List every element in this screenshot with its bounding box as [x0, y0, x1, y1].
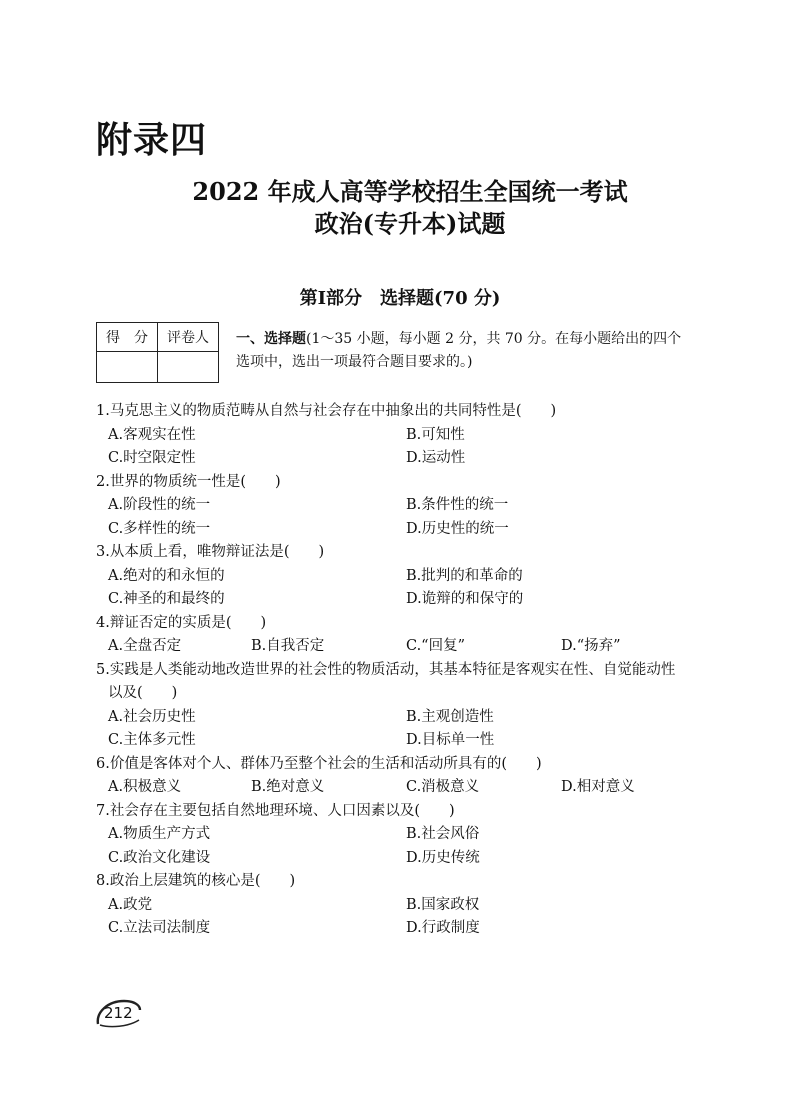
option-b: B.国家政权	[406, 896, 480, 913]
question-stem: 6.价值是客体对个人、群体乃至整个社会的生活和活动所具有的( )	[96, 755, 542, 772]
question-5	[96, 659, 716, 753]
option-a: A.社会历史性	[108, 708, 196, 725]
option-b: B.条件性的统一	[406, 497, 509, 513]
grader-header: 评卷人	[158, 323, 219, 352]
question-7	[96, 800, 716, 871]
option-a: A.阶段性的统一	[108, 497, 211, 513]
instructions-line1: (1～35 小题，每小题 2 分，共 70 分。在每小题给出的四个	[306, 331, 682, 347]
option-d: D.相对意义	[561, 779, 635, 795]
question-stem: 1.马克思主义的物质范畴从自然与社会存在中抽象出的共同特性是( )	[96, 403, 557, 419]
page-number: 212	[104, 1004, 133, 1022]
question-stem: 8.政治上层建筑的核心是( )	[96, 873, 296, 889]
option-c: C.多样性的统一	[108, 520, 211, 537]
option-d: D.“扬弃”	[561, 638, 621, 654]
question-6	[96, 753, 716, 800]
option-a: A.客观实在性	[108, 426, 196, 443]
question-stem: 2.世界的物质统一性是( )	[96, 473, 281, 490]
option-c: C.政治文化建设	[108, 849, 211, 866]
appendix-title: 附录四	[96, 120, 208, 161]
grader-cell	[158, 352, 219, 383]
score-cell	[97, 352, 158, 383]
option-b: B.社会风俗	[406, 826, 480, 842]
option-d: D.行政制度	[406, 920, 480, 936]
question-stem-continued: 以及( )	[108, 685, 178, 701]
option-a: A.绝对的和永恒的	[108, 567, 225, 584]
exam-title-line1: 2022 年成人高等学校招生全国统一考试	[192, 177, 628, 206]
option-c: C.“回复”	[406, 638, 466, 654]
option-c: C.主体多元性	[108, 732, 196, 748]
instructions-lead: 一、选择题	[236, 331, 306, 347]
instructions-line2: 选项中，选出一项最符合题目要求的。)	[236, 354, 473, 370]
question-stem: 5.实践是人类能动地改造世界的社会性的物质活动，其基本特征是客观实在性、自觉能动性	[96, 661, 676, 678]
option-a: A.全盘否定	[108, 638, 182, 654]
exam-title-line2: 政治(专升本)试题	[314, 209, 506, 238]
option-b: B.批判的和革命的	[406, 567, 523, 584]
question-stem: 4.辩证否定的实质是( )	[96, 614, 267, 631]
option-c: C.立法司法制度	[108, 920, 211, 936]
option-d: D.历史传统	[406, 849, 480, 866]
score-table	[96, 322, 219, 383]
option-d: D.诡辩的和保守的	[406, 591, 524, 607]
section-heading: 第Ⅰ部分 选择题(70 分)	[299, 288, 501, 309]
option-b: B.自我否定	[251, 638, 325, 654]
option-c: C.时空限定性	[108, 450, 196, 466]
option-d: D.历史性的统一	[406, 520, 509, 537]
option-d: D.运动性	[406, 450, 466, 466]
question-stem: 3.从本质上看，唯物辩证法是( )	[96, 544, 325, 560]
question-3	[96, 541, 716, 612]
option-b: B.绝对意义	[251, 779, 325, 795]
option-d: D.目标单一性	[406, 732, 495, 748]
option-c: C.神圣的和最终的	[108, 591, 225, 607]
option-c: C.消极意义	[406, 779, 480, 795]
question-stem: 7.社会存在主要包括自然地理环境、人口因素以及( )	[96, 802, 455, 819]
question-2	[96, 471, 716, 542]
option-a: A.积极意义	[108, 779, 182, 795]
instructions	[236, 328, 706, 374]
question-8	[96, 870, 716, 941]
question-4	[96, 612, 716, 659]
option-a: A.政党	[108, 896, 153, 913]
option-a: A.物质生产方式	[108, 826, 211, 842]
question-1	[96, 400, 716, 471]
question-list	[96, 400, 716, 941]
option-b: B.可知性	[406, 426, 465, 443]
option-b: B.主观创造性	[406, 708, 494, 725]
score-header: 得 分	[97, 323, 158, 352]
